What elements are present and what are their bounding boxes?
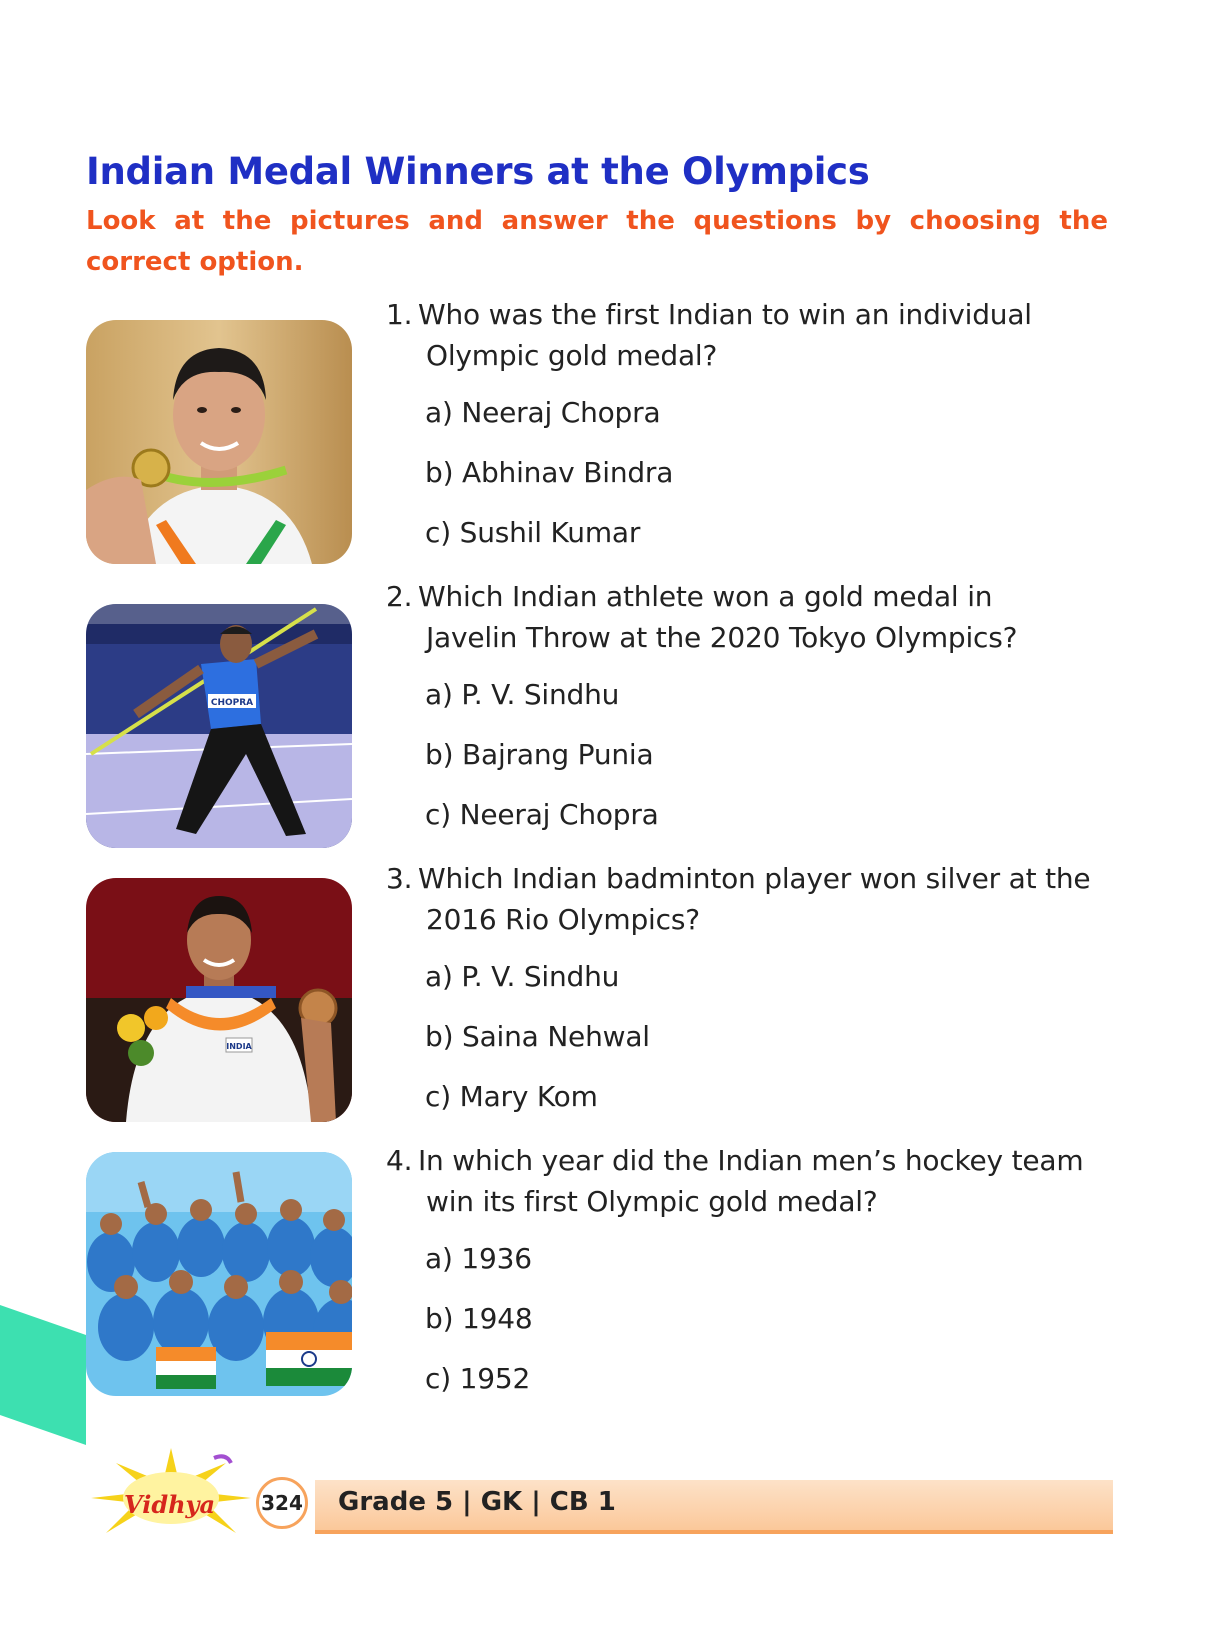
question-2 xyxy=(386,576,1017,658)
question-1 xyxy=(386,294,1032,376)
question-line: win its first Olympic gold medal? xyxy=(426,1185,878,1218)
page-number: 324 xyxy=(256,1477,308,1529)
question-line: Olympic gold medal? xyxy=(426,339,718,372)
photo-hockey-team xyxy=(86,1152,352,1396)
q4-option-c[interactable]: c) 1952 xyxy=(425,1362,531,1395)
q3-option-c[interactable]: c) Mary Kom xyxy=(425,1080,598,1113)
question-3 xyxy=(386,858,1090,940)
jersey-text: INDIA xyxy=(226,1042,252,1051)
question-number: 3. xyxy=(386,862,413,895)
question-number: 2. xyxy=(386,580,413,613)
photo-neeraj-chopra xyxy=(86,604,352,848)
q2-option-c[interactable]: c) Neeraj Chopra xyxy=(425,798,659,831)
question-line: Which Indian badminton player won silver at the xyxy=(418,862,1091,895)
instruction-text: Look at the pictures and answer the questions by choosing the correct option. xyxy=(86,206,1108,277)
bib-name: CHOPRA xyxy=(210,698,254,708)
question-number: 4. xyxy=(386,1144,413,1177)
q2-option-b[interactable]: b) Bajrang Punia xyxy=(425,738,654,771)
question-line: In which year did the Indian men’s hockey team xyxy=(418,1144,1084,1177)
photo-pv-sindhu xyxy=(86,878,352,1122)
question-line: Javelin Throw at the 2020 Tokyo Olympics? xyxy=(426,621,1018,654)
question-line: 2016 Rio Olympics? xyxy=(426,903,700,936)
green-corner-tab xyxy=(0,1305,90,1445)
question-4 xyxy=(386,1140,1083,1222)
question-line: Which Indian athlete won a gold medal in xyxy=(418,580,993,613)
photo-abhinav-bindra xyxy=(86,320,352,564)
footer-text: Grade 5 | GK | CB 1 xyxy=(338,1487,616,1517)
logo-text: Vidhya xyxy=(124,1490,216,1519)
question-number: 1. xyxy=(386,298,413,331)
q1-option-a[interactable]: a) Neeraj Chopra xyxy=(425,396,661,429)
page-title: Indian Medal Winners at the Olympics xyxy=(86,150,870,193)
q4-option-b[interactable]: b) 1948 xyxy=(425,1302,533,1335)
q4-option-a[interactable]: a) 1936 xyxy=(425,1242,532,1275)
q3-option-b[interactable]: b) Saina Nehwal xyxy=(425,1020,650,1053)
q3-option-a[interactable]: a) P. V. Sindhu xyxy=(425,960,620,993)
q1-option-c[interactable]: c) Sushil Kumar xyxy=(425,516,641,549)
question-line: Who was the first Indian to win an individual xyxy=(418,298,1032,331)
q1-option-b[interactable]: b) Abhinav Bindra xyxy=(425,456,674,489)
q2-option-a[interactable]: a) P. V. Sindhu xyxy=(425,678,620,711)
